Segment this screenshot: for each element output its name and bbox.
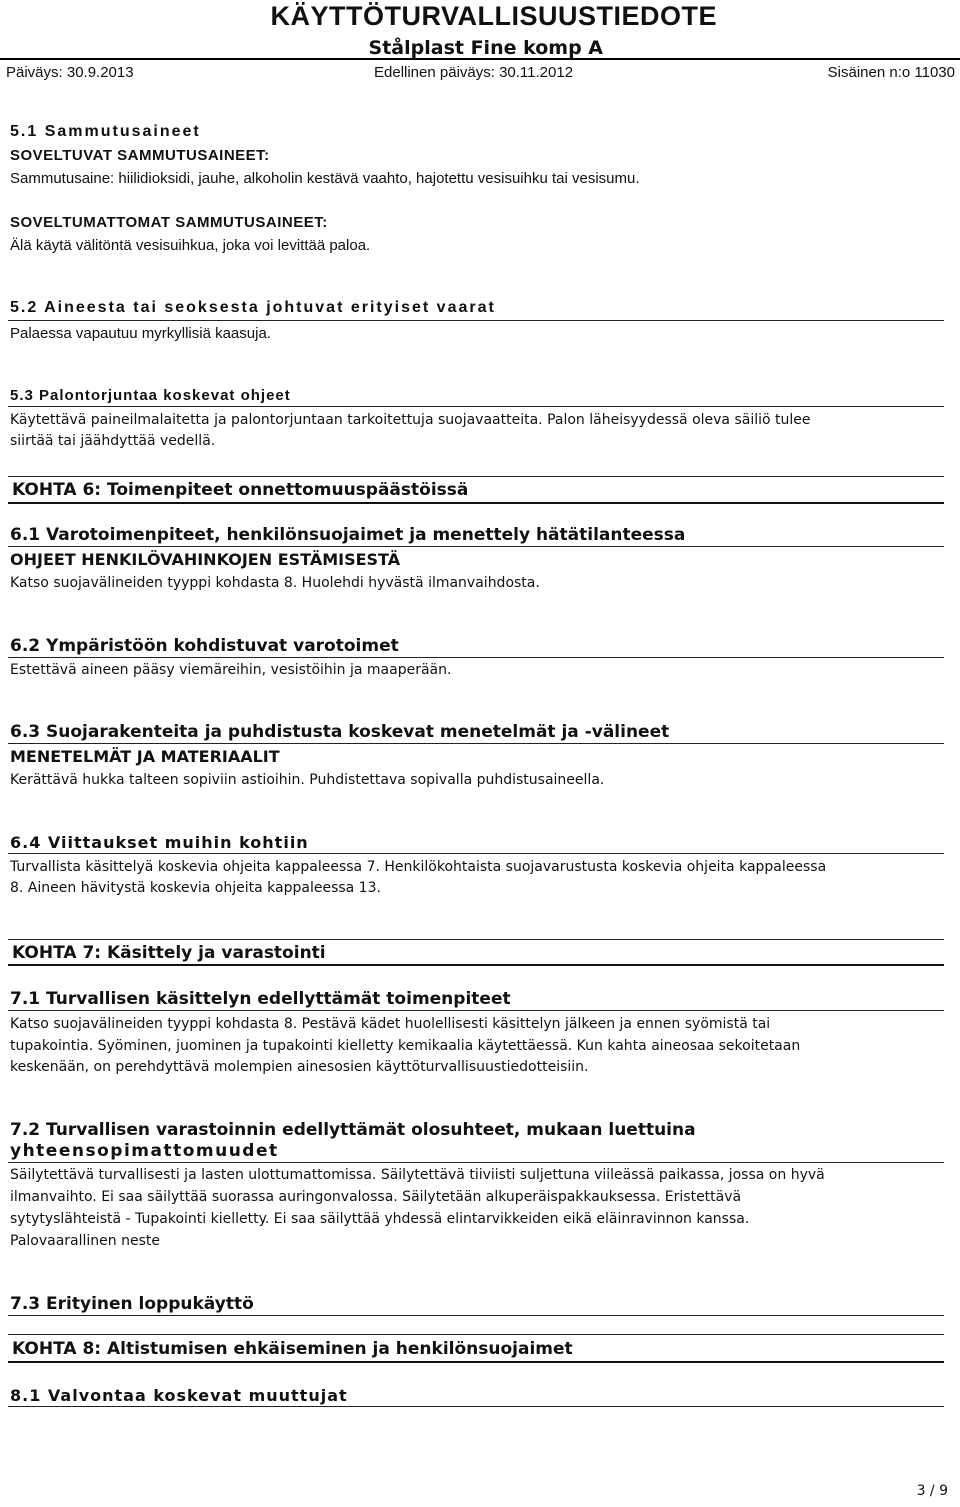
section-7-1-line-3: keskenään, on perehdyttävä molempien ainesosien käyttöturvallisuustiedotteisiin.	[10, 1059, 589, 1075]
header-divider	[0, 58, 960, 60]
section-6-1-rule	[8, 546, 944, 547]
section-8-1-heading: 8.1 Valvontaa koskevat muuttujat	[10, 1386, 348, 1405]
kohta-8-top-rule	[8, 1334, 944, 1335]
section-6-1-subheading: OHJEET HENKILÖVAHINKOJEN ESTÄMISESTÄ	[10, 550, 401, 569]
section-6-1-text: Katso suojavälineiden tyyppi kohdasta 8. Huolehdi hyvästä ilmanvaihdosta.	[10, 575, 540, 591]
section-5-2-rule	[8, 320, 944, 321]
section-7-3-rule	[8, 1315, 944, 1316]
section-5-3-line-1: Käytettävä paineilmalaitetta ja palontorjuntaan tarkoitettuja suojavaatteita. Palon läheisyydessä oleva säiliö tulee	[10, 412, 811, 428]
section-6-4-line-2: 8. Aineen hävitystä koskevia ohjeita kappaleessa 13.	[10, 880, 381, 896]
section-5-3-heading: 5.3 Palontorjuntaa koskevat ohjeet	[10, 387, 291, 404]
section-6-3-heading: 6.3 Suojarakenteita ja puhdistusta koskevat menetelmät ja -välineet	[10, 722, 670, 742]
section-7-1-heading: 7.1 Turvallisen käsittelyn edellyttämät toimenpiteet	[10, 989, 511, 1009]
section-7-2-rule	[8, 1162, 944, 1163]
section-6-3-subheading: MENETELMÄT JA MATERIAALIT	[10, 747, 280, 766]
issue-date: Päiväys: 30.9.2013	[6, 64, 134, 81]
kohta-6-heading: KOHTA 6: Toimenpiteet onnettomuuspäästöissä	[12, 480, 469, 500]
kohta-6-bottom-rule	[8, 502, 944, 504]
section-7-2-line-3: sytytyslähteistä - Tupakointi kielletty. Ei saa säilyttää yhdessä elintarvikkeiden eikä eläinravinnon kanssa.	[10, 1211, 750, 1227]
section-7-2-line-4: Palovaarallinen neste	[10, 1233, 160, 1249]
section-5-1-heading: 5.1 Sammutusaineet	[10, 123, 201, 140]
section-7-2-heading-line-2: yhteensopimattomuudet	[10, 1141, 279, 1161]
section-7-1-line-2: tupakointia. Syöminen, juominen ja tupakointi kielletty kemikaalia käytettäessä. Kun kahta aineosaa sekoitetaan	[10, 1038, 801, 1054]
section-7-3-heading: 7.3 Erityinen loppukäyttö	[10, 1294, 254, 1314]
section-5-3-rule	[8, 406, 944, 407]
kohta-7-top-rule	[8, 939, 944, 940]
suitable-agents-text: Sammutusaine: hiilidioksidi, jauhe, alkoholin kestävä vaahto, hajotettu vesisuihku tai vesisumu.	[10, 170, 640, 187]
product-name: Stålplast Fine komp A	[368, 37, 603, 59]
section-5-3-line-2: siirtää tai jäähdyttää vedellä.	[10, 433, 216, 449]
section-5-2-heading: 5.2 Aineesta tai seoksesta johtuvat erityiset vaarat	[10, 299, 496, 316]
section-6-3-text: Kerättävä hukka talteen sopiviin astioihin. Puhdistettava sopivalla puhdistusaineella.	[10, 772, 605, 788]
section-7-2-line-2: ilmanvaihto. Ei saa säilyttää suorassa auringonvalossa. Säilytetään alkuperäispakkauksessa. Eristettävä	[10, 1189, 742, 1205]
unsuitable-agents-text: Älä käytä välitöntä vesisuihkua, joka voi levittää paloa.	[10, 237, 371, 254]
internal-number: Sisäinen n:o 11030	[827, 64, 955, 81]
section-7-1-line-1: Katso suojavälineiden tyyppi kohdasta 8. Pestävä kädet huolellisesti käsittelyn jälkeen ja ennen syömistä tai	[10, 1016, 771, 1032]
kohta-8-heading: KOHTA 8: Altistumisen ehkäiseminen ja henkilönsuojaimet	[12, 1339, 573, 1359]
kohta-7-bottom-rule	[8, 964, 944, 966]
section-6-4-rule	[8, 853, 944, 854]
kohta-8-bottom-rule	[8, 1361, 944, 1363]
previous-date: Edellinen päiväys: 30.11.2012	[374, 64, 574, 81]
document-title: KÄYTTÖTURVALLISUUSTIEDOTE	[270, 1, 717, 31]
section-6-1-heading: 6.1 Varotoimenpiteet, henkilönsuojaimet ja menettely hätätilanteessa	[10, 525, 686, 545]
section-6-2-text: Estettävä aineen pääsy viemäreihin, vesistöihin ja maaperään.	[10, 662, 452, 678]
section-6-4-line-1: Turvallista käsittelyä koskevia ohjeita kappaleessa 7. Henkilökohtaista suojavarustusta koskevia ohjeita kappaleessa	[10, 859, 827, 875]
section-6-4-heading: 6.4 Viittaukset muihin kohtiin	[10, 833, 309, 852]
section-8-1-rule	[8, 1406, 944, 1407]
section-5-2-text: Palaessa vapautuu myrkyllisiä kaasuja.	[10, 325, 271, 342]
section-7-2-line-1: Säilytettävä turvallisesti ja lasten ulottumattomissa. Säilytettävä tiiviisti suljettuna viileässä paikassa, jossa on hyvä	[10, 1167, 825, 1183]
kohta-7-heading: KOHTA 7: Käsittely ja varastointi	[12, 943, 326, 963]
unsuitable-agents-label: SOVELTUMATTOMAT SAMMUTUSAINEET:	[10, 214, 328, 231]
section-6-2-heading: 6.2 Ympäristöön kohdistuvat varotoimet	[10, 636, 399, 656]
page-number: 3 / 9	[916, 1483, 948, 1499]
section-7-1-rule	[8, 1010, 944, 1011]
suitable-agents-label: SOVELTUVAT SAMMUTUSAINEET:	[10, 147, 270, 164]
section-7-2-heading-line-1: 7.2 Turvallisen varastoinnin edellyttämät olosuhteet, mukaan luettuina	[10, 1120, 696, 1140]
section-6-3-rule	[8, 743, 944, 744]
kohta-6-top-rule	[8, 476, 944, 477]
section-6-2-rule	[8, 657, 944, 658]
